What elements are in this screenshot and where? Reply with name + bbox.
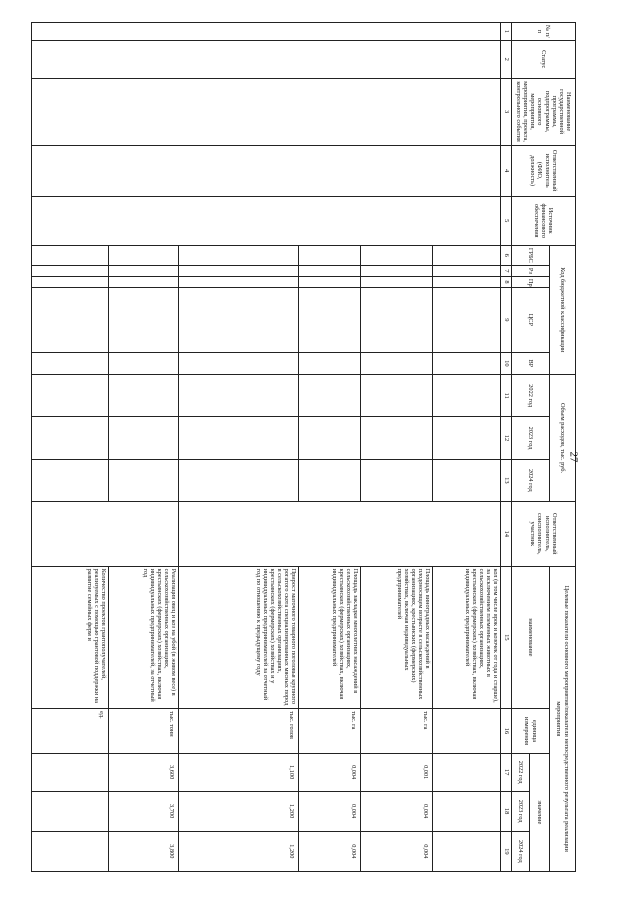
cell-empty [32, 23, 501, 41]
cell-empty [361, 459, 433, 501]
indicator-2024: 1,200 [179, 831, 299, 871]
cell-empty [109, 288, 179, 353]
cell-empty [179, 375, 299, 417]
indicator-2022: 3,600 [109, 753, 179, 791]
cell-empty [109, 245, 179, 265]
cell-empty [32, 245, 109, 265]
col-number: 15 [501, 566, 512, 709]
indicator-unit: тыс. га [299, 709, 361, 754]
col-number: 7 [501, 265, 512, 276]
header-indicators: Целевые показатели основного мероприятия/показатели непосредственного результата реализации мероприятия [550, 566, 576, 871]
cell-empty [32, 459, 109, 501]
indicator-2024: 0,004 [361, 831, 433, 871]
cell-empty [32, 196, 501, 245]
indicator-name: Количество проектов грантополучателей, реализуемых с помощью грантовой поддержки на развитие семейных ферм и [32, 566, 109, 709]
indicator-name: кол (в том числе ярок и козочек от года и старше), за исключением племенных животных в сельскохозяйственных организациях, крестьянских (фермерских) хозяйствах, включая индивидуальных предпринимателей [433, 566, 501, 709]
cell-empty [109, 352, 179, 374]
header-pr: Пр [512, 276, 550, 287]
cell-empty [179, 501, 501, 566]
header-status: Статус [512, 40, 576, 78]
indicator-2022: 1,100 [179, 753, 299, 791]
indicator-2023: 0,004 [361, 791, 433, 831]
col-number: 19 [501, 831, 512, 871]
col-number: 3 [501, 78, 512, 145]
header-2024: 2024 год [512, 459, 550, 501]
cell-empty [361, 288, 433, 353]
indicator-name: Площадь виноградных насаждений в плодоносящем возрасте в сельскохозяйственных организациях, крестьянских (фермерских) хозяйствах, включая индивидуальных предпринимателей [361, 566, 433, 709]
cell-empty [433, 375, 501, 417]
header-grbs: ГРБС [512, 245, 550, 265]
cell-empty [32, 417, 109, 459]
cell-empty [361, 276, 433, 287]
cell-empty [109, 276, 179, 287]
indicator-unit [433, 709, 501, 754]
cell-empty [32, 276, 109, 287]
cell-empty [361, 245, 433, 265]
indicator-2023: 3,700 [109, 791, 179, 831]
cell-empty [299, 352, 361, 374]
cell-empty [433, 352, 501, 374]
indicator-2022: 0,001 [361, 753, 433, 791]
col-number: 4 [501, 145, 512, 196]
indicator-name: Реализация овец и коз на убой (в живом весе) в сельскохозяйственных организациях, крестьянских (фермерских) хозяйствах, включая индивидуальных предпринимателей, за отчетный год [109, 566, 179, 709]
col-number: 14 [501, 501, 512, 566]
indicator-name: Прирост маточного товарного поголовья крупного рогатого скота специализированных мясных пород в сельскохозяйственных организациях, крестьянских (фермерских) хозяйствах и у индивидуальных предпринимателей за отчетный год по отношению к предыдущему году [179, 566, 299, 709]
header-executor: Ответственный исполнитель, соисполнитель, участник [512, 501, 576, 566]
cell-empty [109, 375, 179, 417]
indicator-2023 [433, 791, 501, 831]
header-budget-code: Код бюджетной классификации [550, 245, 576, 374]
cell-empty [32, 375, 109, 417]
cell-empty [179, 245, 299, 265]
cell-empty [433, 265, 501, 276]
cell-empty [32, 501, 179, 566]
cell-empty [179, 459, 299, 501]
header-responsible: Ответственный исполнитель (ФИО, должность) [512, 145, 576, 196]
cell-empty [109, 417, 179, 459]
header-csr: ЦСР [512, 288, 550, 353]
cell-empty [433, 288, 501, 353]
cell-empty [109, 265, 179, 276]
cell-empty [179, 265, 299, 276]
header-ind-unit: единица измерения [512, 709, 550, 754]
col-number: 13 [501, 459, 512, 501]
header-ind-value: значение [530, 753, 550, 871]
col-number: 5 [501, 196, 512, 245]
cell-empty [433, 459, 501, 501]
indicator-2022 [433, 753, 501, 791]
col-number: 18 [501, 791, 512, 831]
cell-empty [299, 375, 361, 417]
indicator-2023: 0,004 [299, 791, 361, 831]
col-number: 8 [501, 276, 512, 287]
header-expenses: Объем расходов, тыс. руб. [550, 375, 576, 502]
indicator-2023 [32, 791, 109, 831]
header-ind-2023: 2023 год [512, 791, 530, 831]
header-ind-2022: 2022 год [512, 753, 530, 791]
indicator-2024 [32, 831, 109, 871]
cell-empty [433, 245, 501, 265]
header-vr: ВР [512, 352, 550, 374]
header-ind-name: наименование [512, 566, 550, 709]
cell-empty [433, 417, 501, 459]
page-number: 27 [567, 451, 580, 463]
col-number: 6 [501, 245, 512, 265]
indicator-2024: 3,800 [109, 831, 179, 871]
cell-empty [179, 276, 299, 287]
program-table [31, 22, 576, 872]
indicator-name: Площадь закладки многолетних насаждений в сельскохозяйственных организациях, крестьянских (фермерских) хозяйствах, включая индивидуальных предпринимателей [299, 566, 361, 709]
cell-empty [299, 417, 361, 459]
cell-empty [32, 145, 501, 196]
col-number: 10 [501, 352, 512, 374]
col-number: 12 [501, 417, 512, 459]
header-source: Источник финансового обеспечения [512, 196, 576, 245]
cell-empty [361, 352, 433, 374]
cell-empty [32, 265, 109, 276]
cell-empty [32, 288, 109, 353]
col-number: 9 [501, 288, 512, 353]
indicator-2022 [32, 753, 109, 791]
indicator-2024: 0,004 [299, 831, 361, 871]
col-number: 17 [501, 753, 512, 791]
cell-empty [109, 459, 179, 501]
col-number: 11 [501, 375, 512, 417]
indicator-2023: 1,200 [179, 791, 299, 831]
col-number: 2 [501, 40, 512, 78]
table-row [433, 23, 501, 872]
cell-empty [361, 265, 433, 276]
header-2022: 2022 год [512, 375, 550, 417]
cell-empty [299, 288, 361, 353]
cell-empty [299, 276, 361, 287]
cell-empty [179, 417, 299, 459]
cell-empty [32, 40, 501, 78]
col-number: 16 [501, 709, 512, 754]
cell-empty [179, 352, 299, 374]
indicator-2022: 0,004 [299, 753, 361, 791]
header-rz: Рз [512, 265, 550, 276]
cell-empty [299, 265, 361, 276]
header-2023: 2023 год [512, 417, 550, 459]
indicator-2024 [433, 831, 501, 871]
indicator-unit: тыс. тонн [109, 709, 179, 754]
cell-empty [32, 78, 501, 145]
cell-empty [361, 417, 433, 459]
cell-empty [179, 288, 299, 353]
header-ind-2024: 2024 год [512, 831, 530, 871]
header-program-name: Наименование государственной программы, подпрограммы, основного мероприятия, мероприятия, проекта, контрольного события [512, 78, 576, 145]
indicator-unit: тыс. голов [179, 709, 299, 754]
column-number-row [501, 23, 512, 872]
indicator-unit: тыс. га [361, 709, 433, 754]
rotated-table-page [31, 22, 576, 872]
indicator-unit: ед. [32, 709, 109, 754]
cell-empty [299, 459, 361, 501]
cell-empty [299, 245, 361, 265]
header-num: № п/п [512, 23, 576, 41]
col-number: 1 [501, 23, 512, 41]
cell-empty [32, 352, 109, 374]
cell-empty [361, 375, 433, 417]
cell-empty [433, 276, 501, 287]
